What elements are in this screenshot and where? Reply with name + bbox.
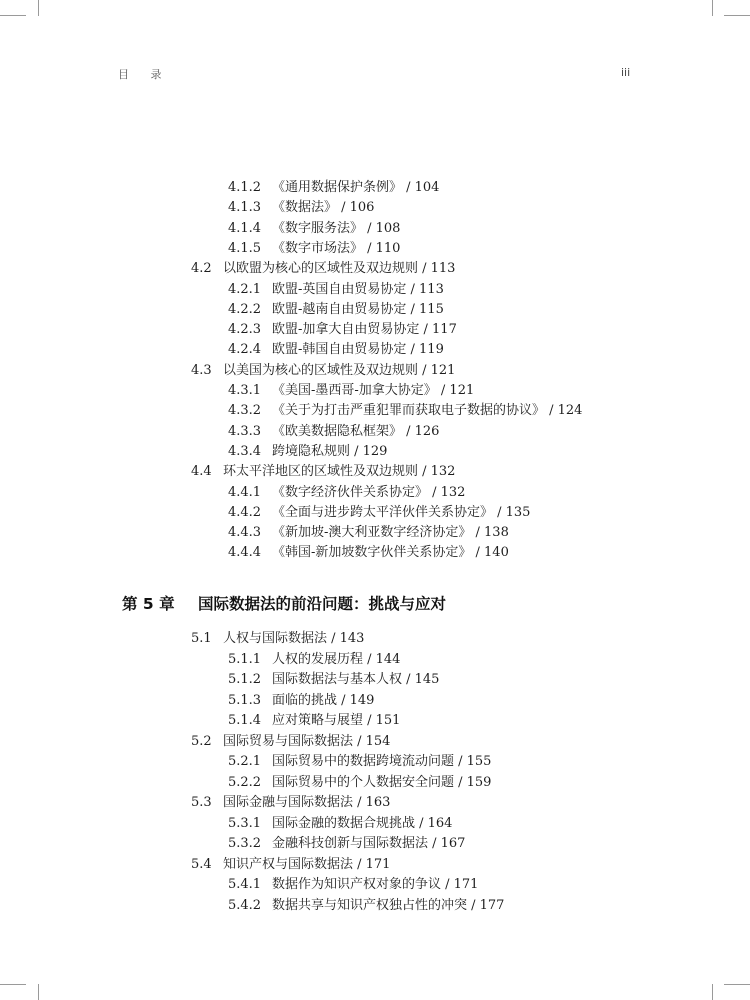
toc-entry <box>228 241 400 257</box>
toc-entry-text: 面临的挑战 / 149 <box>272 692 375 708</box>
toc-entry-text: 数据共享与知识产权独占性的冲突 / 177 <box>272 897 505 913</box>
toc-entry-text: 《关于为打击严重犯罪而获取电子数据的协议》 / 124 <box>272 403 583 419</box>
toc-entry <box>228 693 374 709</box>
crop-mark <box>724 15 750 16</box>
toc-entry <box>191 464 455 480</box>
toc-entry <box>228 754 491 770</box>
toc-entry <box>191 261 455 277</box>
toc-entry <box>228 342 444 358</box>
toc-entry-text: 《数字市场法》 / 110 <box>272 240 401 256</box>
toc-entry <box>228 672 439 688</box>
chapter-title: 国际数据法的前沿问题：挑战与应对 <box>198 595 447 613</box>
toc-entry-text: 跨境隐私规则 / 129 <box>272 443 388 459</box>
toc-entry-number: 5.1 <box>191 631 212 646</box>
toc-entry-text: 欧盟-韩国自由贸易协定 / 119 <box>272 342 444 358</box>
toc-entry-text: 金融科技创新与国际数据法 / 167 <box>272 836 466 851</box>
crop-mark <box>712 0 713 16</box>
toc-entry-number: 4.1.3 <box>228 200 262 216</box>
crop-mark <box>0 984 26 985</box>
running-header-title: 目 录 <box>118 68 171 81</box>
toc-entry-number: 5.3.1 <box>228 815 262 831</box>
toc-entry <box>228 383 474 399</box>
toc-entry <box>228 180 439 196</box>
toc-entry <box>228 485 465 501</box>
toc-entry-text: 以美国为核心的区域性及双边规则 / 121 <box>223 362 456 378</box>
toc-entry-text: 《韩国-新加坡数字伙伴关系协定》 / 140 <box>272 545 509 561</box>
toc-entry <box>228 424 439 440</box>
toc-entry-text: 人权与国际数据法 / 143 <box>223 631 365 646</box>
chapter-number: 第 5 章 <box>122 595 175 613</box>
toc-entry-text: 以欧盟为核心的区域性及双边规则 / 113 <box>223 261 456 277</box>
toc-entry <box>228 221 400 237</box>
toc-entry-number: 5.1.2 <box>228 672 262 687</box>
toc-entry-number: 4.3.4 <box>228 443 262 459</box>
toc-entry-text: 国际金融与国际数据法 / 163 <box>223 795 391 810</box>
crop-mark <box>38 0 39 16</box>
toc-entry-number: 4.3.2 <box>228 403 262 419</box>
toc-entry-text: 《数字服务法》 / 108 <box>272 220 401 236</box>
toc-entry-number: 5.4.1 <box>228 877 262 892</box>
toc-entry <box>191 363 455 379</box>
toc-entry-text: 国际数据法与基本人权 / 145 <box>272 672 440 687</box>
toc-entry <box>191 734 390 750</box>
toc-entry <box>228 200 374 216</box>
toc-entry-number: 4.1.4 <box>228 220 262 236</box>
toc-entry <box>228 775 491 791</box>
toc-entry <box>228 444 387 460</box>
toc-entry-text: 应对策略与展望 / 151 <box>272 713 401 728</box>
toc-entry <box>228 898 504 914</box>
toc-entry-number: 4.2.2 <box>228 301 262 317</box>
toc-entry-number: 4.2.1 <box>228 281 262 297</box>
toc-entry-text: 知识产权与国际数据法 / 171 <box>223 856 391 872</box>
toc-entry-text: 国际贸易中的个人数据安全问题 / 159 <box>272 774 492 790</box>
toc-entry-number: 5.2.1 <box>228 754 262 769</box>
toc-entry <box>191 857 390 873</box>
toc-entry-text: 《数字经济伙伴关系协定》 / 132 <box>272 484 466 500</box>
toc-entry-text: 数据作为知识产权对象的争议 / 171 <box>272 877 479 892</box>
chapter-heading <box>122 594 446 614</box>
toc-entry-number: 4.1.2 <box>228 180 262 195</box>
toc-entry-text: 国际贸易与国际数据法 / 154 <box>223 733 391 749</box>
toc-entry <box>191 795 390 811</box>
crop-mark <box>0 15 26 16</box>
toc-entry-number: 5.4.2 <box>228 897 262 913</box>
toc-entry-text: 国际金融的数据合规挑战 / 164 <box>272 815 453 831</box>
toc-entry-number: 4.4.2 <box>228 504 262 520</box>
toc-entry-number: 5.2 <box>191 733 212 749</box>
toc-entry-number: 4.4.4 <box>228 545 262 561</box>
toc-entry <box>228 505 530 521</box>
toc-entry-number: 4.3.1 <box>228 383 262 398</box>
toc-entry-text: 环太平洋地区的区域性及双边规则 / 132 <box>223 464 456 480</box>
toc-entry <box>228 322 457 338</box>
toc-entry-text: 国际贸易中的数据跨境流动问题 / 155 <box>272 754 492 769</box>
toc-entry-number: 4.4.1 <box>228 484 262 500</box>
toc-entry-text: 人权的发展历程 / 144 <box>272 651 401 667</box>
toc-entry <box>228 302 444 318</box>
toc-entry <box>228 816 452 832</box>
toc-entry-text: 《通用数据保护条例》 / 104 <box>272 180 440 195</box>
toc-entry-text: 欧盟-英国自由贸易协定 / 113 <box>272 281 444 297</box>
toc-entry-number: 5.3 <box>191 795 212 810</box>
toc-entry <box>228 282 444 298</box>
toc-entry-number: 4.3 <box>191 362 212 378</box>
page-number: iii <box>621 66 631 79</box>
toc-entry-number: 5.1.4 <box>228 713 262 728</box>
toc-entry-number: 4.2.3 <box>228 322 262 338</box>
toc-entry-number: 4.4.3 <box>228 525 262 541</box>
toc-entry-text: 《欧美数据隐私框架》 / 126 <box>272 423 440 439</box>
toc-entry-number: 5.2.2 <box>228 774 262 790</box>
toc-entry-text: 《新加坡-澳大利亚数字经济协定》 / 138 <box>272 525 509 541</box>
toc-entry-text: 欧盟-加拿大自由贸易协定 / 117 <box>272 322 457 338</box>
crop-mark <box>38 984 39 1000</box>
toc-entry <box>228 877 478 893</box>
toc-entry <box>228 713 400 729</box>
toc-entry-number: 4.4 <box>191 464 212 480</box>
toc-entry <box>228 525 509 541</box>
toc-entry <box>228 545 509 561</box>
toc-entry-number: 4.3.3 <box>228 423 262 439</box>
toc-entry-number: 5.3.2 <box>228 836 262 851</box>
toc-entry-number: 4.1.5 <box>228 240 262 256</box>
toc-entry-number: 5.4 <box>191 856 212 872</box>
toc-entry-text: 欧盟-越南自由贸易协定 / 115 <box>272 301 444 317</box>
toc-entry-text: 《全面与进步跨太平洋伙伴关系协定》 / 135 <box>272 504 531 520</box>
toc-entry-number: 5.1.3 <box>228 692 262 708</box>
toc-entry-number: 4.2 <box>191 261 212 277</box>
toc-entry <box>228 652 400 668</box>
toc-entry-number: 4.2.4 <box>228 342 262 358</box>
toc-entry <box>228 836 465 852</box>
toc-entry-number: 5.1.1 <box>228 651 262 667</box>
toc-entry <box>191 631 364 647</box>
crop-mark <box>712 984 713 1000</box>
toc-entry-text: 《美国-墨西哥-加拿大协定》 / 121 <box>272 383 475 398</box>
toc-entry-text: 《数据法》 / 106 <box>272 200 375 216</box>
crop-mark <box>724 984 750 985</box>
toc-entry <box>228 403 582 419</box>
